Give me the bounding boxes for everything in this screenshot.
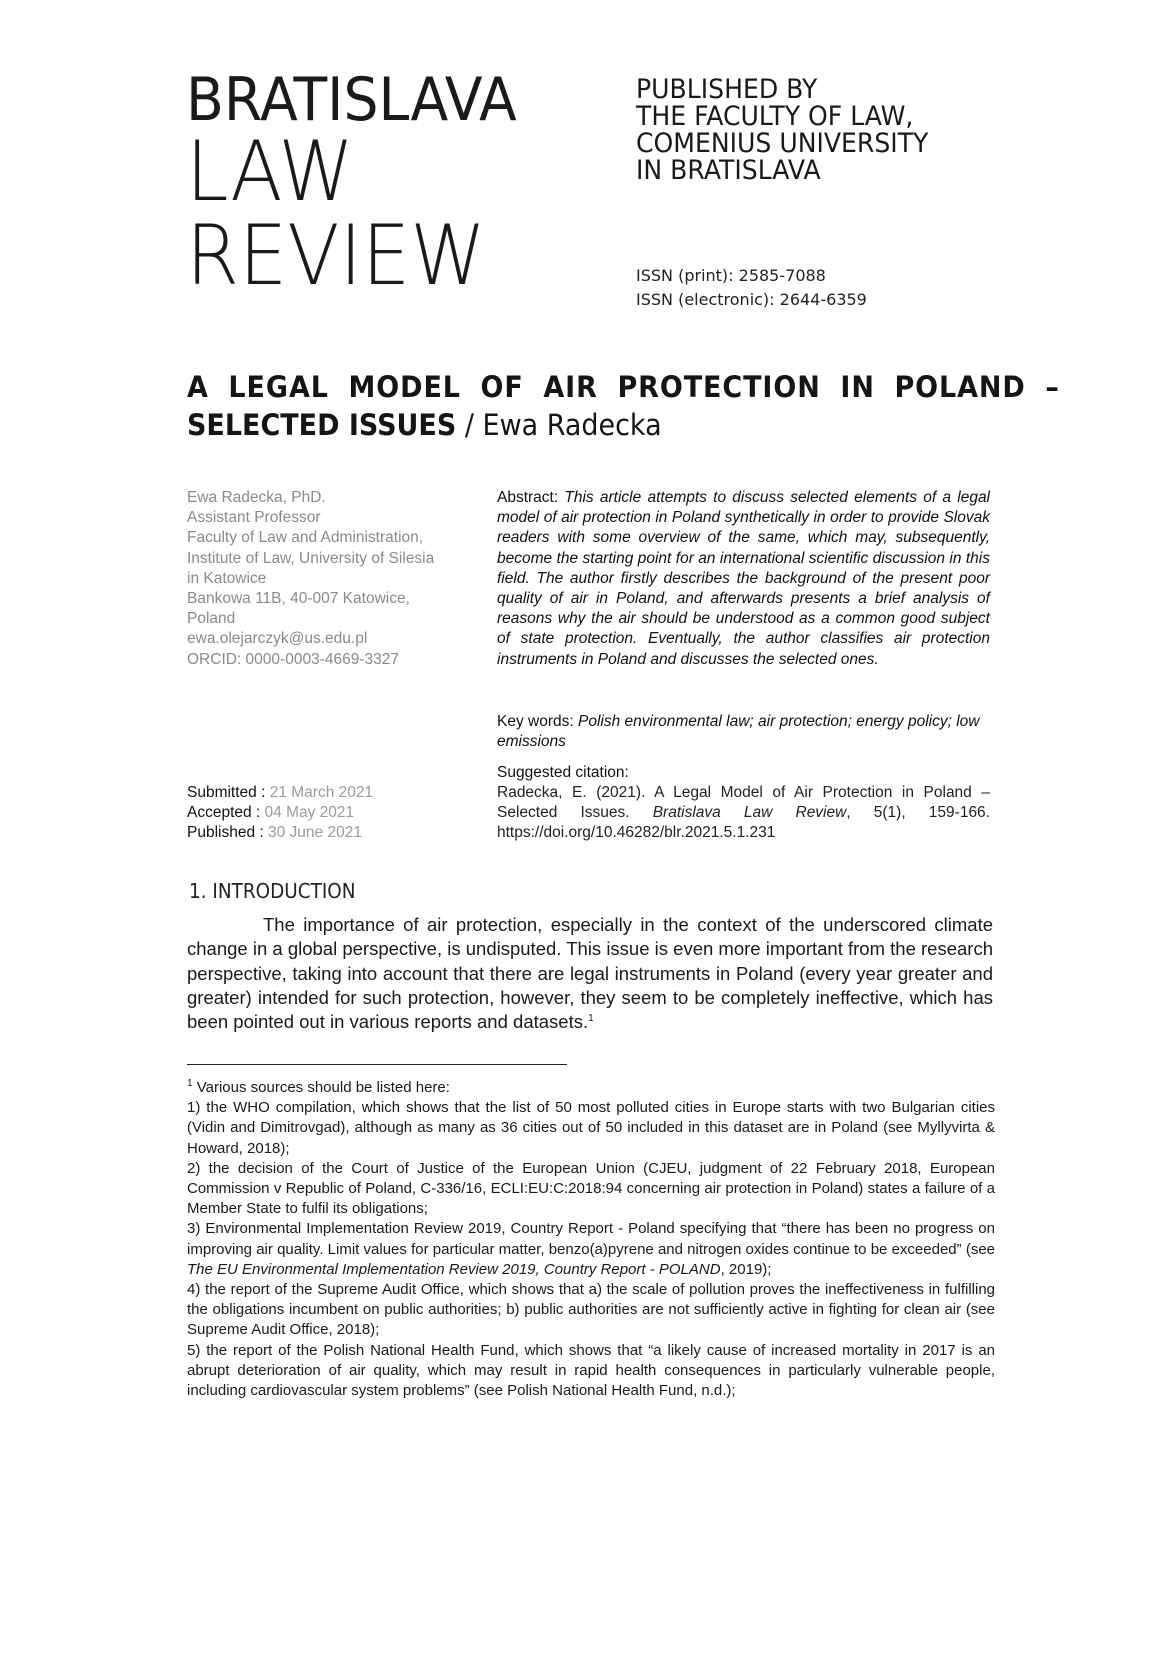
journal-masthead xyxy=(186,65,606,304)
footnote-item3-title: The EU Environmental Implementation Review 2019, Country Report - POLAND xyxy=(187,1260,721,1278)
citation-label: Suggested citation: xyxy=(497,764,629,781)
title-line2-text: SELECTED ISSUES xyxy=(187,408,457,442)
abstract-label: Abstract: xyxy=(497,489,565,506)
publisher-line: COMENIUS UNIVERSITY xyxy=(636,128,929,159)
issn-electronic: ISSN (electronic): 2644-6359 xyxy=(636,290,867,309)
submitted-label: Submitted : xyxy=(187,784,270,801)
citation-text: Radecka, E. (2021). A Legal Model of Air Protection in Poland – Selected Issues. xyxy=(497,784,990,822)
footnote-intro-text: Various sources should be listed here: xyxy=(192,1079,450,1096)
introduction-paragraph xyxy=(187,913,993,1034)
suggested-citation xyxy=(497,783,990,844)
journal-name-line3: REVIEW xyxy=(186,207,486,304)
keywords-label: Key words: xyxy=(497,713,578,730)
footnote-reference[interactable]: 1 xyxy=(588,1013,594,1025)
published-date xyxy=(187,823,373,843)
accepted-date xyxy=(187,803,373,823)
affiliation-city: in Katowice xyxy=(187,569,267,587)
affiliation-orcid: ORCID: 0000-0003-4669-3327 xyxy=(187,650,399,668)
title-separator: / xyxy=(456,408,483,442)
section-heading: 1. INTRODUCTION xyxy=(189,879,356,903)
citation-doi[interactable]: , 5(1), 159-166. https://doi.org/10.46282/blr.2021.5.1.231 xyxy=(497,804,990,842)
citation-journal: Bratislava Law Review xyxy=(652,804,847,822)
keywords-text: Polish environmental law; air protection; energy policy; low emissions xyxy=(497,713,980,751)
abstract xyxy=(497,488,990,670)
article-dates xyxy=(187,783,373,844)
affiliation-position: Assistant Professor xyxy=(187,509,321,527)
footnote-item: 4) the report of the Supreme Audit Office, which shows that a) the scale of pollution proves the ineffectiveness in fulfilling the obligations incumbent on public authorities; b) public authorities are not sufficiently active in fighting for clean air (see Supreme Audit Office, 2018); xyxy=(187,1281,995,1339)
footnotes xyxy=(187,1078,995,1401)
accepted-label: Accepted : xyxy=(187,804,265,822)
publisher-line: IN BRATISLAVA xyxy=(636,155,821,186)
submitted-value: 21 March 2021 xyxy=(269,784,374,801)
published-value: 30 June 2021 xyxy=(268,824,362,842)
footnote-item: 1) the WHO compilation, which shows that the list of 50 most polluted cities in Europe starts with two Bulgarian cities (Vidin and Dimitrovgad), although as many as 36 cities out of 50 included in this dataset are in Poland (see Myllyvirta & Howard, 2018); xyxy=(187,1099,995,1157)
footnote-item xyxy=(187,1219,995,1280)
accepted-value: 04 May 2021 xyxy=(264,804,355,822)
footnote-item: 5) the report of the Polish National Health Fund, which shows that “a likely cause of increased mortality in 2017 is an abrupt deterioration of air quality, which may result in rapid health consequences in particularly vulnerable people, including cardiovascular system problems” (see Polish National Health Fund, n.d.); xyxy=(187,1341,995,1400)
title-author: Ewa Radecka xyxy=(482,408,662,442)
affiliation-email[interactable]: ewa.olejarczyk@us.edu.pl xyxy=(187,630,368,648)
affiliation-name: Ewa Radecka, PhD. xyxy=(187,489,326,506)
title-line1: A LEGAL MODEL OF AIR PROTECTION IN POLAND – xyxy=(187,370,1060,404)
abstract-text: This article attempts to discuss selected elements of a legal model of air protection in Poland synthetically in order to provide Slovak readers with some overview of the same, which may, subsequently, become the starting point for an international scientific discussion in this field. The author firstly describes the background of the present poor quality of air in Poland, and afterwards presents a brief analysis of reasons why the air should be understood as a common good subject of state protection. Eventually, the author classifies air protection instruments in Poland and discusses the selected ones. xyxy=(497,489,991,668)
journal-name-line2: LAW xyxy=(186,123,354,220)
affiliation-country: Poland xyxy=(187,610,236,628)
affiliation-address: Bankowa 11B, 40-007 Katowice, xyxy=(187,590,410,608)
published-label: Published : xyxy=(187,824,268,842)
paragraph-text: The importance of air protection, especially in the context of the underscored climate change in a global perspective, is undisputed. This issue is even more important from the research perspective, taking into account that there are legal instruments in Poland (every year greater and greater) intended for such protection, however, they seem to be completely ineffective, which has been pointed out in various reports and datasets. xyxy=(187,914,993,1033)
submitted-date xyxy=(187,783,373,803)
publisher-block xyxy=(636,76,989,184)
keywords xyxy=(497,712,990,752)
issn-block xyxy=(636,264,867,312)
article-title xyxy=(187,368,1060,444)
footnote-item3-end: , 2019); xyxy=(720,1260,772,1278)
author-affiliation xyxy=(187,488,477,670)
issn-print: ISSN (print): 2585-7088 xyxy=(636,266,826,285)
affiliation-faculty: Faculty of Law and Administration, xyxy=(187,529,424,547)
footnote-divider xyxy=(187,1064,567,1065)
title-line2 xyxy=(187,406,931,444)
footnote-marker: 1 xyxy=(187,1078,193,1089)
footnote-item: 2) the decision of the Court of Justice of the European Union (CJEU, judgment of 22 February 2018, European Commission v Republic of Poland, C-336/16, ECLI:EU:C:2018:94 concerning air protection in Poland) states a failure of a Member State to fulfil its obligations; xyxy=(187,1159,995,1218)
footnote-item3-text: 3) Environmental Implementation Review 2019, Country Report - Poland specifying that “there has been no progress on improving air quality. Limit values for particular matter, benzo(a)pyrene and nitrogen oxides continue to be exceeded” (see xyxy=(187,1220,995,1258)
publisher-line: PUBLISHED BY xyxy=(636,74,818,105)
affiliation-institute: Institute of Law, University of Silesia xyxy=(187,549,435,567)
publisher-line: THE FACULTY OF LAW, xyxy=(636,101,914,132)
journal-name-line1: BRATISLAVA xyxy=(186,65,517,135)
footnote-intro xyxy=(187,1078,995,1098)
